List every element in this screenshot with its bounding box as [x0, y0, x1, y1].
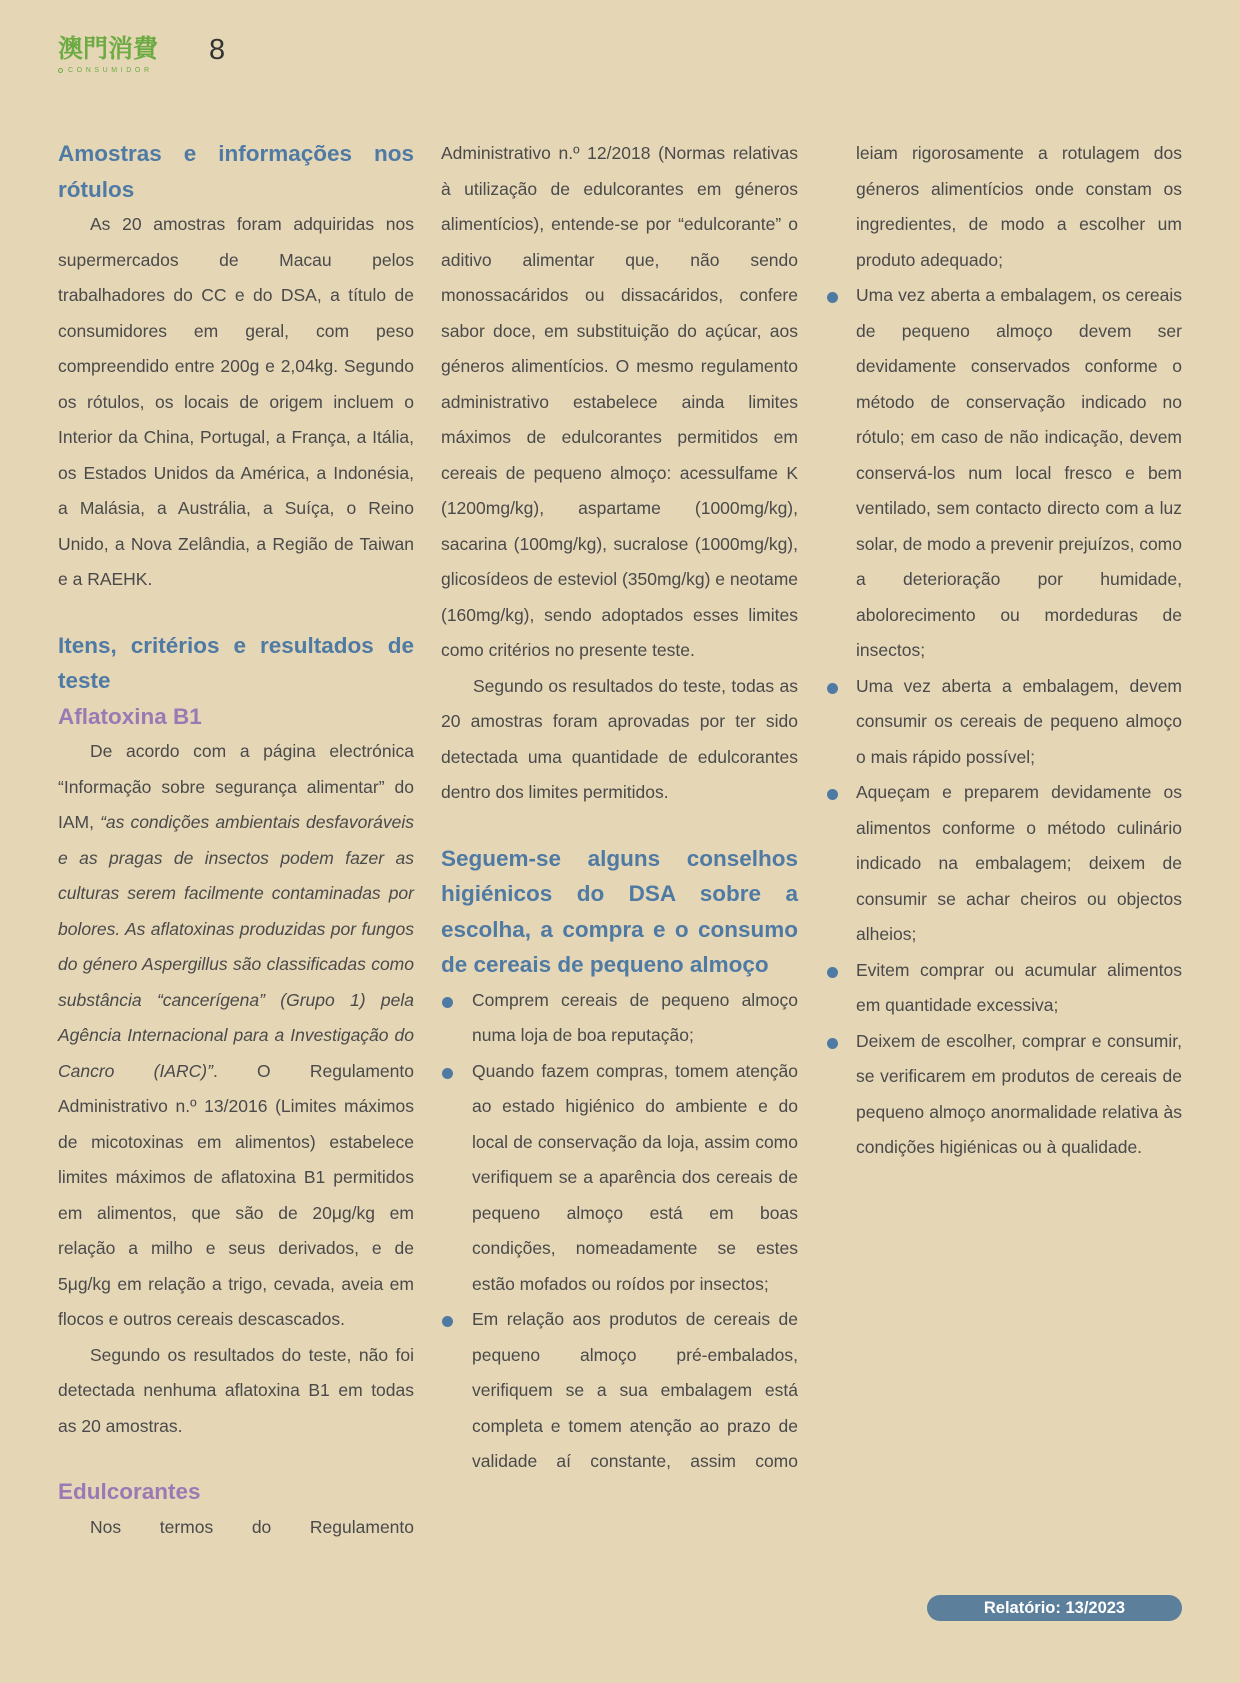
report-badge: Relatório: 13/2023 [927, 1595, 1182, 1621]
advice-list-1 [441, 983, 798, 1480]
paragraph-aflatoxina-quote: “as condições ambientais desfavoráveis e as pragas de insectos podem fazer as culturas serem facilmente contaminadas por bolores. As aflatoxinas produzidas por fungos do género Aspergillus são classificadas como substância “cancerígena” (Grupo 1) pela Agência Internacional para a Investigação do Cancro (IARC)” [58, 812, 414, 1081]
paragraph-aflatoxina-result: Segundo os resultados do teste, não foi detectada nenhuma aflatoxina B1 em todas as 20 amostras. [58, 1344, 414, 1436]
paragraph-aflatoxina [58, 734, 414, 1338]
page-number: 8 [209, 34, 226, 66]
paragraph-edulcorantes-cont: Administrativo n.º 12/2018 (Normas relativas à utilização de edulcorantes em géneros alimentícios), entende-se por “edulcorante” o aditivo alimentar que, não sendo monossacáridos ou dissacáridos, confere sabor doce, em substituição do açúcar, aos géneros alimentícios. O mesmo regulamento administrativo estabelece ainda limites máximos de edulcorantes permitidos em cereais de pequeno almoço: acessulfame K (1200mg/kg), aspartame (1000mg/kg), sacarina (100mg/kg), sucralose (1000mg/kg), glicosídeos de esteviol (350mg/kg) e neotame (160mg/kg), sendo adoptados esses limites como critérios no presente teste. [441, 143, 799, 660]
heading-aflatoxina: Aflatoxina B1 [58, 703, 202, 729]
logo-english-text: CONSUMIDOR [58, 66, 173, 75]
list-item: Uma vez aberta a embalagem, devem consumir os cereais de pequeno almoço o mais rápido possível; [826, 669, 1182, 776]
heading-itens: Itens, critérios e resultados de teste [58, 632, 414, 693]
paragraph-edulcorantes-result: Segundo os resultados do teste, todas as 20 amostras foram aprovadas por ter sido detectada uma quantidade de edulcorantes dentro dos limites permitidos. [441, 675, 798, 802]
logo-chinese-text: 澳門消費 [58, 34, 159, 63]
column-1 [58, 136, 414, 1545]
heading-conselhos: Seguem-se alguns conselhos higiénicos do DSA sobre a escolha, a compra e o consumo de cereais de pequeno almoço [441, 845, 798, 977]
list-item: Evitem comprar ou acumular alimentos em quantidade excessiva; [826, 953, 1182, 1024]
list-item: Quando fazem compras, tomem atenção ao estado higiénico do ambiente e do local de conservação da loja, assim como verifiquem se a aparência dos cereais de pequeno almoço está em boas condições, nomeadamente se estes estão mofados ou roídos por insectos; [441, 1054, 798, 1303]
column-2 [441, 136, 798, 1480]
list-item: Aqueçam e preparem devidamente os alimentos conforme o método culinário indicado na embalagem; deixem de consumir se achar cheiros ou objectos alheios; [826, 775, 1182, 953]
paragraph-amostras: As 20 amostras foram adquiridas nos supermercados de Macau pelos trabalhadores do CC e do DSA, a título de consumidores em geral, com peso compreendido entre 200g e 2,04kg. Segundo os rótulos, os locais de origem incluem o Interior da China, Portugal, a França, a Itália, os Estados Unidos da América, a Indonésia, a Malásia, a Austrália, a Suíça, o Reino Unido, a Nova Zelândia, a Região de Taiwan e a RAEHK. [58, 214, 414, 589]
list-item: Uma vez aberta a embalagem, os cereais de pequeno almoço devem ser devidamente conservados conforme o método de conservação indicado no rótulo; em caso de não indicação, devem conservá-los num local fresco e bem ventilado, sem contacto directo com a luz solar, de modo a prevenir prejuízos, como a deterioração por humidade, abolorecimento ou mordeduras de insectos; [826, 278, 1182, 669]
consumidor-logo [58, 34, 173, 78]
heading-amostras: Amostras e informações nos rótulos [58, 141, 414, 202]
paragraph-aflatoxina-rest: . O Regulamento Administrativo n.º 13/2016 (Limites máximos de micotoxinas em alimentos) estabelece limites máximos de aflatoxina B1 permitidos em alimentos, que são de 20μg/kg em relação a milho e seus derivados, e de 5μg/kg em relação a trigo, cevada, aveia em flocos e outros cereais descascados. [58, 1060, 414, 1329]
list-item: Em relação aos produtos de cereais de pequeno almoço pré-embalados, verifiquem se a sua embalagem está completa e tomem atenção ao prazo de validade aí constante, assim como [441, 1302, 798, 1480]
list-item: Deixem de escolher, comprar e consumir, se verificarem em produtos de cereais de pequeno almoço anormalidade relativa às condições higiénicas ou à qualidade. [826, 1024, 1182, 1166]
paragraph-aflatoxina-intro: De acordo com a página electrónica “Informação sobre segurança alimentar” do IAM, [58, 741, 414, 832]
heading-edulcorantes: Edulcorantes [58, 1479, 201, 1504]
list-item: Comprem cereais de pequeno almoço numa loja de boa reputação; [441, 983, 798, 1054]
advice-list-2 [826, 278, 1182, 1166]
column-3 [826, 136, 1182, 1166]
paragraph-rotulagem: leiam rigorosamente a rotulagem dos géneros alimentícios onde constam os ingredientes, de modo a escolher um produto adequado; [856, 143, 1182, 270]
paragraph-edulcorantes-start: Nos termos do Regulamento [90, 1516, 414, 1537]
